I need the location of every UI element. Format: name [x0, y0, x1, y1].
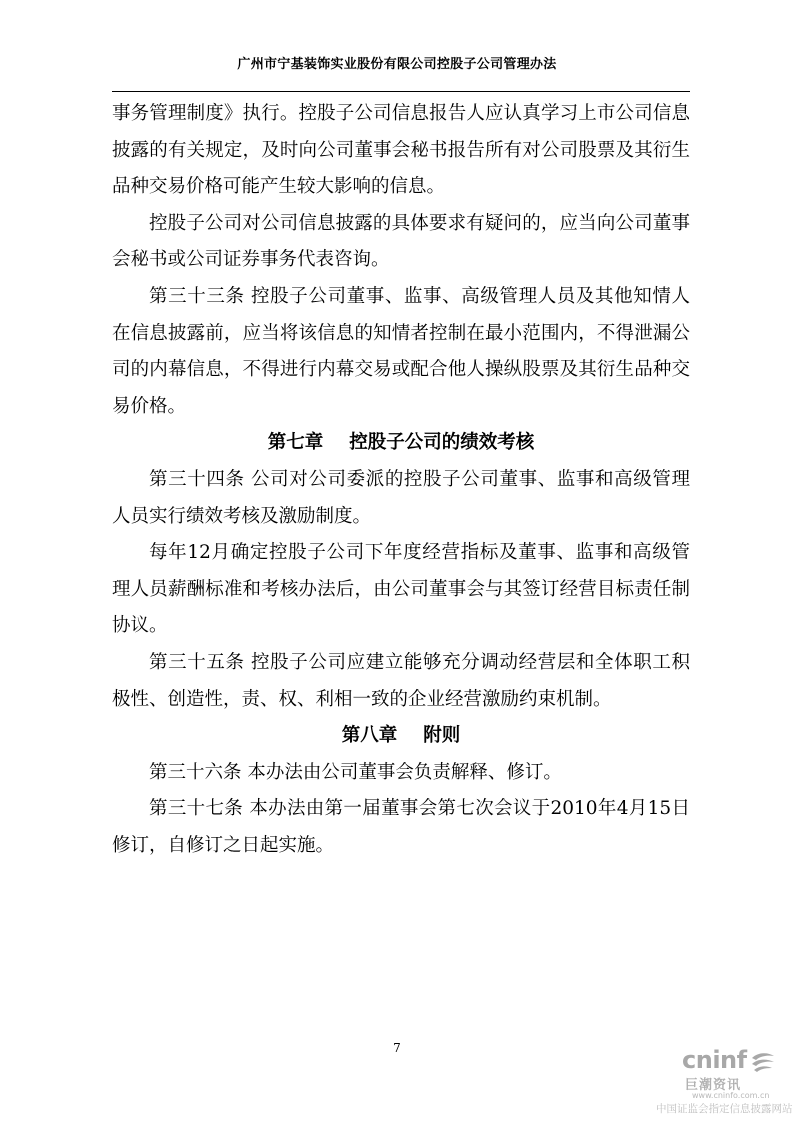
- paragraph: 控股子公司对公司信息披露的具体要求有疑问的，应当向公司董事会秘书或公司证券事务代表咨询。: [112, 212, 690, 271]
- article-34: 第三十四条 公司对公司委派的控股子公司董事、监事和高级管理人员实行绩效考核及激励制度。: [112, 468, 690, 527]
- chapter-7-title: 控股子公司的绩效考核: [349, 432, 535, 454]
- chapter-8-number: 第八章: [341, 725, 398, 747]
- page-number: 7: [393, 1041, 401, 1055]
- article-37: 第三十七条 本办法由第一届董事会第七次会议于2010年4月15日修订，自修订之日起实施。: [112, 798, 690, 856]
- article-33: 第三十三条 控股子公司董事、监事、高级管理人员及其他知情人在信息披露前，应当将该信息的知情者控制在最小范围内，不得泄漏公司的内幕信息，不得进行内幕交易或配合他人操纵股票及其衍生品种交易价格。: [112, 285, 690, 417]
- running-header: 广州市宁基装饰实业股份有限公司控股子公司管理办法: [237, 57, 557, 72]
- cninfo-logo-cn: 巨潮资讯: [685, 1078, 742, 1093]
- header-divider: [112, 91, 690, 92]
- cninfo-site-label: 中国证监会指定信息披露网站: [656, 1103, 793, 1115]
- chapter-8-title: 附则: [423, 725, 461, 747]
- document-body: [112, 96, 690, 864]
- chapter-7-number: 第七章: [267, 432, 324, 454]
- chapter-7-heading: [112, 425, 690, 462]
- article-36: 第三十六条 本办法由公司董事会负责解释、修订。: [149, 761, 562, 783]
- paragraph-continued: 事务管理制度》执行。控股子公司信息报告人应认真学习上市公司信息披露的有关规定，及时向公司董事会秘书报告所有对公司股票及其衍生品种交易价格可能产生较大影响的信息。: [112, 103, 690, 198]
- article-35: 第三十五条 控股子公司应建立能够充分调动经营层和全体职工积极性、创造性，责、权、利相一致的企业经营激励约束机制。: [112, 651, 690, 710]
- chapter-8-heading: [112, 718, 690, 755]
- paragraph: 每年12月确定控股子公司下年度经营指标及董事、监事和高级管理人员薪酬标准和考核办法后，由公司董事会与其签订经营目标责任制协议。: [112, 542, 690, 637]
- cninfo-logo-text: cninf: [682, 1046, 747, 1074]
- cninfo-logo-icon: [748, 1050, 778, 1074]
- cninfo-watermark: [650, 1046, 793, 1116]
- cninfo-url: www.cninfo.com.cn: [692, 1091, 770, 1100]
